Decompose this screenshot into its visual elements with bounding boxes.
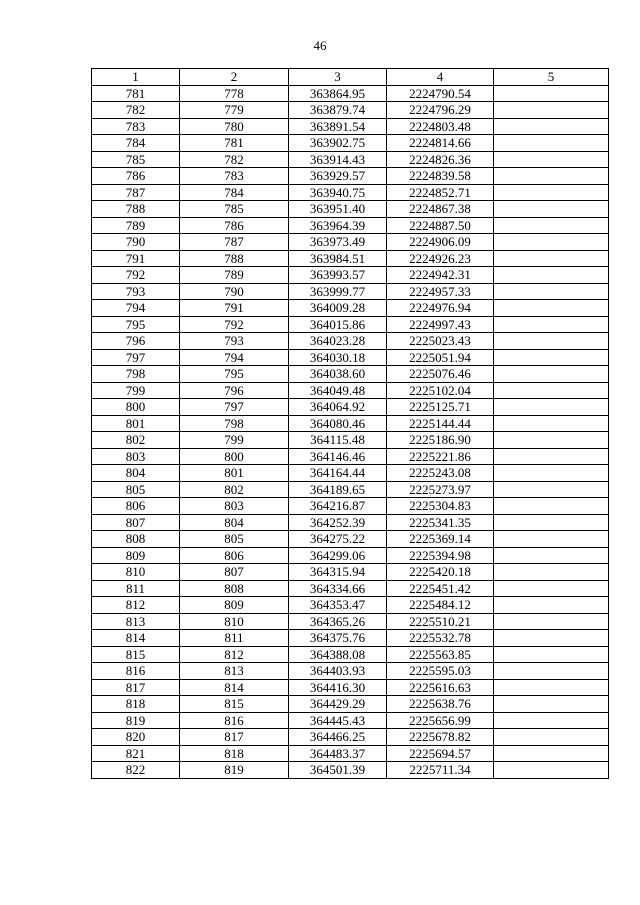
table-cell [494, 679, 609, 696]
table-row [92, 118, 609, 135]
table-cell [494, 283, 609, 300]
table-cell: 806 [92, 498, 180, 515]
table-cell: 363999.77 [289, 283, 387, 300]
table-cell: 363902.75 [289, 135, 387, 152]
table-cell [494, 448, 609, 465]
coordinates-table [91, 68, 609, 779]
column-header-3: 3 [289, 69, 387, 86]
table-row [92, 547, 609, 564]
table-cell: 778 [180, 85, 289, 102]
table-cell: 2225420.18 [387, 564, 494, 581]
table-cell: 363993.57 [289, 267, 387, 284]
table-cell: 801 [180, 465, 289, 482]
table-row [92, 679, 609, 696]
table-cell: 784 [180, 184, 289, 201]
table-cell: 786 [180, 217, 289, 234]
table-cell [494, 580, 609, 597]
table-cell [494, 729, 609, 746]
table-cell: 2225563.85 [387, 646, 494, 663]
table-row [92, 481, 609, 498]
table-cell: 805 [180, 531, 289, 548]
table-cell: 780 [180, 118, 289, 135]
table-cell: 364315.94 [289, 564, 387, 581]
table-cell [494, 498, 609, 515]
table-cell: 364388.08 [289, 646, 387, 663]
table-row [92, 646, 609, 663]
table-cell [494, 217, 609, 234]
table-cell: 782 [180, 151, 289, 168]
table-cell: 789 [92, 217, 180, 234]
table-cell: 787 [180, 234, 289, 251]
table-cell: 2225369.14 [387, 531, 494, 548]
table-cell: 2225243.08 [387, 465, 494, 482]
table-cell [494, 481, 609, 498]
table-cell: 816 [92, 663, 180, 680]
table-cell: 804 [92, 465, 180, 482]
table-cell: 2225304.83 [387, 498, 494, 515]
table-cell: 2225273.97 [387, 481, 494, 498]
table-cell: 811 [92, 580, 180, 597]
table-cell: 807 [92, 514, 180, 531]
table-row [92, 168, 609, 185]
table-cell: 797 [180, 399, 289, 416]
table-cell: 798 [180, 415, 289, 432]
table-cell: 363914.43 [289, 151, 387, 168]
table-cell: 363951.40 [289, 201, 387, 218]
table-cell: 813 [92, 613, 180, 630]
table-row [92, 135, 609, 152]
table-cell: 822 [92, 762, 180, 779]
table-cell: 364115.48 [289, 432, 387, 449]
table-cell: 807 [180, 564, 289, 581]
table-cell: 364466.25 [289, 729, 387, 746]
table-cell: 784 [92, 135, 180, 152]
table-row [92, 696, 609, 713]
table-row [92, 85, 609, 102]
table-cell: 805 [92, 481, 180, 498]
table-cell: 796 [180, 382, 289, 399]
table-cell: 364015.86 [289, 316, 387, 333]
table-row [92, 564, 609, 581]
table-cell: 363864.95 [289, 85, 387, 102]
table-cell: 808 [92, 531, 180, 548]
table-cell: 2224926.23 [387, 250, 494, 267]
table-cell: 802 [92, 432, 180, 449]
table-cell: 804 [180, 514, 289, 531]
table-cell [494, 366, 609, 383]
table-cell [494, 597, 609, 614]
table-cell: 785 [180, 201, 289, 218]
table-row [92, 201, 609, 218]
table-cell [494, 85, 609, 102]
table-cell: 364501.39 [289, 762, 387, 779]
table-row [92, 234, 609, 251]
table-cell: 814 [180, 679, 289, 696]
table-cell: 801 [92, 415, 180, 432]
table-cell [494, 118, 609, 135]
table-cell: 363940.75 [289, 184, 387, 201]
table-cell: 363984.51 [289, 250, 387, 267]
table-cell: 802 [180, 481, 289, 498]
table-cell: 2224957.33 [387, 283, 494, 300]
table-cell: 799 [92, 382, 180, 399]
table-cell: 820 [92, 729, 180, 746]
table-cell: 2225451.42 [387, 580, 494, 597]
table-cell: 798 [92, 366, 180, 383]
table-cell: 364416.30 [289, 679, 387, 696]
table-cell: 821 [92, 745, 180, 762]
table-cell: 2225051.94 [387, 349, 494, 366]
table-cell: 364445.43 [289, 712, 387, 729]
table-row [92, 415, 609, 432]
table-cell: 2224867.38 [387, 201, 494, 218]
table-cell: 364216.87 [289, 498, 387, 515]
table-cell: 364030.18 [289, 349, 387, 366]
table-row [92, 399, 609, 416]
table-cell: 808 [180, 580, 289, 597]
table-cell [494, 316, 609, 333]
table-cell: 364299.06 [289, 547, 387, 564]
table-cell: 2225484.12 [387, 597, 494, 614]
table-cell: 797 [92, 349, 180, 366]
table-cell [494, 630, 609, 647]
table-cell: 795 [92, 316, 180, 333]
table-cell: 809 [180, 597, 289, 614]
table-cell [494, 399, 609, 416]
table-cell: 812 [92, 597, 180, 614]
table-cell: 816 [180, 712, 289, 729]
table-row [92, 448, 609, 465]
table-row [92, 333, 609, 350]
table-cell: 817 [180, 729, 289, 746]
table-cell: 364189.65 [289, 481, 387, 498]
table-cell: 2224796.29 [387, 102, 494, 119]
table-cell: 2224887.50 [387, 217, 494, 234]
table-cell: 363973.49 [289, 234, 387, 251]
table-cell: 2225023.43 [387, 333, 494, 350]
table-cell: 2225510.21 [387, 613, 494, 630]
column-header-5: 5 [494, 69, 609, 86]
table-cell: 364009.28 [289, 300, 387, 317]
table-cell [494, 415, 609, 432]
table-cell: 2225125.71 [387, 399, 494, 416]
table-cell: 796 [92, 333, 180, 350]
table-cell [494, 333, 609, 350]
table-cell: 2224814.66 [387, 135, 494, 152]
table-cell [494, 102, 609, 119]
table-row [92, 382, 609, 399]
table-cell: 364353.47 [289, 597, 387, 614]
table-row [92, 531, 609, 548]
column-header-1: 1 [92, 69, 180, 86]
table-cell [494, 712, 609, 729]
table-cell: 800 [180, 448, 289, 465]
table-row [92, 580, 609, 597]
table-cell: 364080.46 [289, 415, 387, 432]
table-row [92, 349, 609, 366]
table-row [92, 300, 609, 317]
table-row [92, 630, 609, 647]
table-cell [494, 432, 609, 449]
table-cell: 810 [180, 613, 289, 630]
table-cell [494, 465, 609, 482]
table-row [92, 151, 609, 168]
table-cell: 364146.46 [289, 448, 387, 465]
table-cell: 2224976.94 [387, 300, 494, 317]
table-row [92, 432, 609, 449]
table-cell: 790 [92, 234, 180, 251]
table-cell: 2225694.57 [387, 745, 494, 762]
table-cell: 364023.28 [289, 333, 387, 350]
table-row [92, 465, 609, 482]
table-cell: 794 [92, 300, 180, 317]
page-number: 46 [313, 38, 327, 53]
table-cell: 812 [180, 646, 289, 663]
table-cell: 2225221.86 [387, 448, 494, 465]
table-cell: 794 [180, 349, 289, 366]
table-cell [494, 184, 609, 201]
table-row [92, 613, 609, 630]
table-cell: 363879.74 [289, 102, 387, 119]
table-cell: 817 [92, 679, 180, 696]
table-cell: 818 [92, 696, 180, 713]
table-row [92, 712, 609, 729]
table-cell: 2225186.90 [387, 432, 494, 449]
column-header-4: 4 [387, 69, 494, 86]
table-cell: 2225532.78 [387, 630, 494, 647]
table-cell: 2225711.34 [387, 762, 494, 779]
table-cell [494, 547, 609, 564]
table-cell: 803 [92, 448, 180, 465]
table-cell: 2224906.09 [387, 234, 494, 251]
table-cell: 810 [92, 564, 180, 581]
table-row [92, 597, 609, 614]
table-cell: 2225638.76 [387, 696, 494, 713]
table-cell [494, 250, 609, 267]
table-cell: 785 [92, 151, 180, 168]
table-cell: 2225076.46 [387, 366, 494, 383]
table-cell: 781 [92, 85, 180, 102]
table-cell: 783 [92, 118, 180, 135]
table-cell: 364334.66 [289, 580, 387, 597]
table-cell: 363964.39 [289, 217, 387, 234]
table-cell: 2225102.04 [387, 382, 494, 399]
table-row [92, 745, 609, 762]
table-cell: 818 [180, 745, 289, 762]
table-row [92, 762, 609, 779]
table-header-row [92, 69, 609, 86]
table-cell: 814 [92, 630, 180, 647]
table-cell [494, 762, 609, 779]
table-cell: 788 [180, 250, 289, 267]
table-cell [494, 267, 609, 284]
table-row [92, 283, 609, 300]
table-cell [494, 745, 609, 762]
table-cell: 2224826.36 [387, 151, 494, 168]
table-cell: 815 [92, 646, 180, 663]
table-row [92, 184, 609, 201]
table-cell: 364429.29 [289, 696, 387, 713]
table-cell [494, 135, 609, 152]
table-cell [494, 514, 609, 531]
table-cell: 790 [180, 283, 289, 300]
table-cell: 2224852.71 [387, 184, 494, 201]
table-cell [494, 168, 609, 185]
table-cell: 792 [180, 316, 289, 333]
table-cell: 819 [92, 712, 180, 729]
table-cell: 782 [92, 102, 180, 119]
table-cell: 783 [180, 168, 289, 185]
table-cell [494, 201, 609, 218]
table-cell: 2225144.44 [387, 415, 494, 432]
table-cell: 811 [180, 630, 289, 647]
table-row [92, 316, 609, 333]
table-cell: 786 [92, 168, 180, 185]
table-cell: 806 [180, 547, 289, 564]
table-cell [494, 696, 609, 713]
table-cell [494, 613, 609, 630]
table-cell: 364064.92 [289, 399, 387, 416]
table-cell: 2225394.98 [387, 547, 494, 564]
table-cell: 809 [92, 547, 180, 564]
table-cell: 2224803.48 [387, 118, 494, 135]
table-cell: 2225616.63 [387, 679, 494, 696]
table-cell [494, 382, 609, 399]
table-cell: 791 [180, 300, 289, 317]
table-cell [494, 151, 609, 168]
table-row [92, 267, 609, 284]
table-cell: 781 [180, 135, 289, 152]
table-cell: 364038.60 [289, 366, 387, 383]
table-cell: 364275.22 [289, 531, 387, 548]
table-row [92, 366, 609, 383]
table-cell [494, 349, 609, 366]
table-cell: 803 [180, 498, 289, 515]
table-cell: 795 [180, 366, 289, 383]
table-cell: 2225595.03 [387, 663, 494, 680]
table-cell: 815 [180, 696, 289, 713]
table-cell [494, 300, 609, 317]
table-cell: 791 [92, 250, 180, 267]
table-cell: 364365.26 [289, 613, 387, 630]
table-cell [494, 531, 609, 548]
table-cell: 364164.44 [289, 465, 387, 482]
table-row [92, 729, 609, 746]
column-header-2: 2 [180, 69, 289, 86]
table-row [92, 514, 609, 531]
table-cell: 787 [92, 184, 180, 201]
table-cell: 788 [92, 201, 180, 218]
table-cell: 2224997.43 [387, 316, 494, 333]
table-cell: 2225656.99 [387, 712, 494, 729]
table-cell: 799 [180, 432, 289, 449]
table-cell [494, 564, 609, 581]
table-cell: 364049.48 [289, 382, 387, 399]
table-cell: 2224942.31 [387, 267, 494, 284]
table-cell: 792 [92, 267, 180, 284]
table-cell: 363891.54 [289, 118, 387, 135]
table-row [92, 217, 609, 234]
table-cell [494, 234, 609, 251]
table-row [92, 663, 609, 680]
table-cell [494, 663, 609, 680]
table-cell: 364403.93 [289, 663, 387, 680]
table-cell: 364375.76 [289, 630, 387, 647]
table-cell: 800 [92, 399, 180, 416]
table-row [92, 498, 609, 515]
table-cell: 364483.37 [289, 745, 387, 762]
table-cell: 2224839.58 [387, 168, 494, 185]
table-cell: 2225341.35 [387, 514, 494, 531]
table-cell: 363929.57 [289, 168, 387, 185]
table-cell: 779 [180, 102, 289, 119]
table-cell: 364252.39 [289, 514, 387, 531]
table-row [92, 102, 609, 119]
table-cell: 819 [180, 762, 289, 779]
table-row [92, 250, 609, 267]
table-cell: 2224790.54 [387, 85, 494, 102]
table-cell: 789 [180, 267, 289, 284]
table-cell: 793 [92, 283, 180, 300]
table-cell [494, 646, 609, 663]
table-cell: 813 [180, 663, 289, 680]
table-body [92, 85, 609, 778]
table-cell: 793 [180, 333, 289, 350]
table-cell: 2225678.82 [387, 729, 494, 746]
